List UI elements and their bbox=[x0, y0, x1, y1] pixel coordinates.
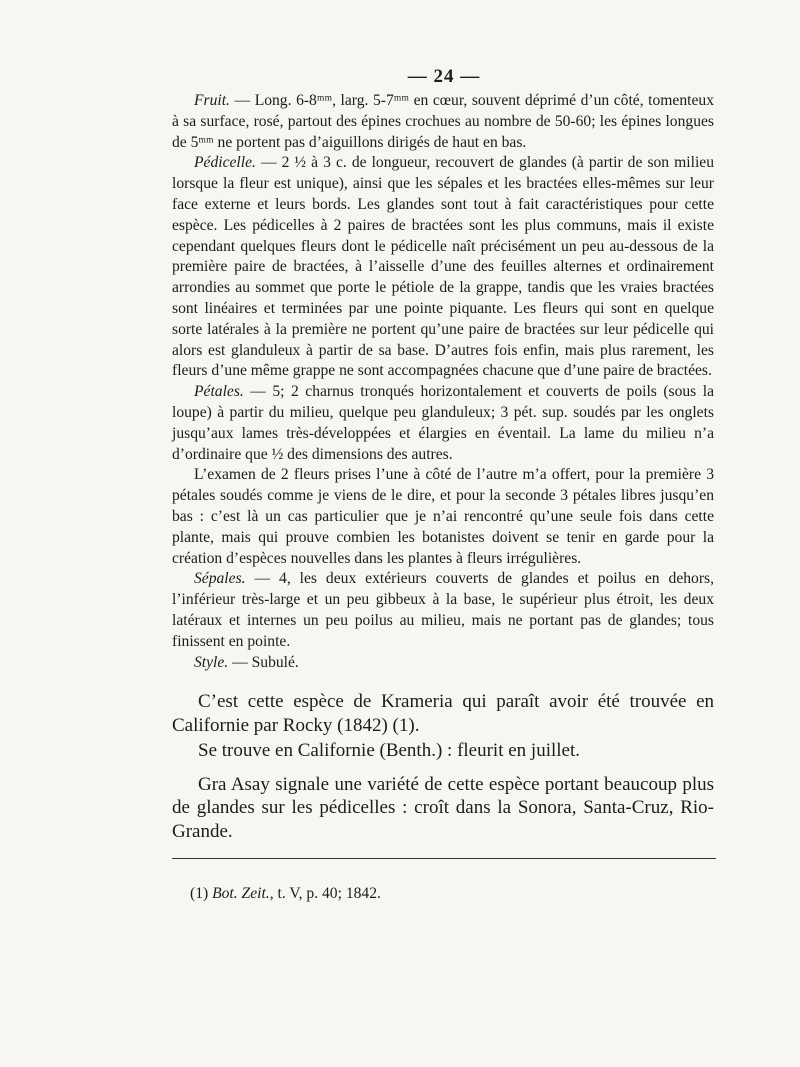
paragraph-sepales bbox=[172, 569, 714, 652]
footnote-source: Bot. Zeit. bbox=[212, 885, 270, 902]
page-number: — 24 — bbox=[407, 66, 481, 87]
paragraph-text: — 5; 2 charnus tronqués horizontalement et couverts de poils (sous la loupe) à partir du milieu, quelque peu glanduleux; 3 pét. sup. soudés par les onglets jusqu’aux lames très-développées et élargies en éventail. La lame du milieu n’a d’ordinaire que ½ des dimensions des autres. bbox=[172, 383, 714, 463]
main-text bbox=[172, 91, 714, 673]
paragraph-petales bbox=[172, 382, 714, 465]
paragraph-lead: Pétales. bbox=[194, 383, 244, 401]
large-paragraph-krameria: C’est cette espèce de Krameria qui paraît avoir été trouvée en Californie par Rocky (1842) (1). bbox=[172, 691, 714, 736]
paragraph-fruit bbox=[172, 91, 714, 153]
paragraph-pedicelle bbox=[172, 153, 714, 382]
paragraph-text: — 4, les deux extérieurs couverts de glandes et poilus en dehors, l’inférieur très-large et un peu gibbeux à la base, le supérieur plus étroit, les deux latéraux et internes un peu poilus au milieu, mais ne portant pas de glandes; tous finissent en pointe. bbox=[172, 570, 714, 650]
paragraph-lead: Fruit. bbox=[194, 92, 230, 109]
paragraph-text: — 2 ½ à 3 c. de longueur, recouvert de glandes (à partir de son milieu lorsque la fleur est unique), ainsi que les sépales et les bractées elles-mêmes sur leur face externe et leurs bords. Les glandes sont tout à fait caractéristiques pour cette espèce. Les pédicelles à 2 paires de bractées sont les plus communs, mais il existe cependant quelques fleurs dont le pédicelle naît précisément un peu au-dessous de la première paire de bractées, à l’aisselle d’une des feuilles alternes et ordinairement arrondies au sommet que porte le pétiole de la grappe, tandis que les vraies bractées sont linéaires et terminées par une pointe piquante. Les fleurs qui sont en quelque sorte latérales à la première ne portent qu’une paire de bractées sur leur pédicelle qui alors est glanduleux à partir de sa base. D’autres fois enfin, mais plus rarement, les fleurs d’une même grappe ne sont accompagnées chacune que d’une paire de bractées. bbox=[172, 154, 714, 380]
large-paragraph-californie: Se trouve en Californie (Benth.) : fleurit en juillet. bbox=[198, 740, 581, 761]
footnote bbox=[190, 884, 690, 904]
paragraph-text: L’examen de 2 fleurs prises l’une à côté de l’autre m’a offert, pour la première 3 pétales soudés comme je viens de le dire, et pour la seconde 3 pétales libres jusqu’en bas : c’est là un cas particulier que je n’ai rencontré qu’une seule fois dans cette plante, mais qui prouve combien les botanistes doivent se tenir en garde pour la création d’espèces nouvelles dans les plantes à fleurs irrégulières. bbox=[172, 466, 714, 567]
paragraph-examen bbox=[172, 465, 714, 569]
paragraph-text: — Subulé. bbox=[228, 653, 299, 671]
summary-text bbox=[172, 690, 714, 843]
large-paragraph-variete: Gra Asay signale une variété de cette espèce portant beaucoup plus de glandes sur les pédicelles : croît dans la Sonora, Santa-Cruz, Rio-Grande. bbox=[172, 773, 714, 842]
paragraph-text: — Long. 6-8ᵐᵐ, larg. 5-7ᵐᵐ en cœur, souvent déprimé d’un côté, tomenteux à sa surface, rosé, partout des épines crochues au nombre de 50-60; les épines longues de 5ᵐᵐ ne portent pas d’aiguillons dirigés de haut en bas. bbox=[172, 92, 714, 151]
paragraph-lead: Sépales. bbox=[194, 570, 246, 588]
paragraph-lead: Style. bbox=[194, 653, 229, 671]
footnote-rest: , t. V, p. 40; 1842. bbox=[269, 885, 381, 902]
footnote-divider bbox=[172, 858, 716, 859]
paragraph-style bbox=[172, 653, 714, 674]
paragraph-lead: Pédicelle. bbox=[194, 154, 256, 172]
footnote-marker: (1) bbox=[190, 885, 213, 902]
